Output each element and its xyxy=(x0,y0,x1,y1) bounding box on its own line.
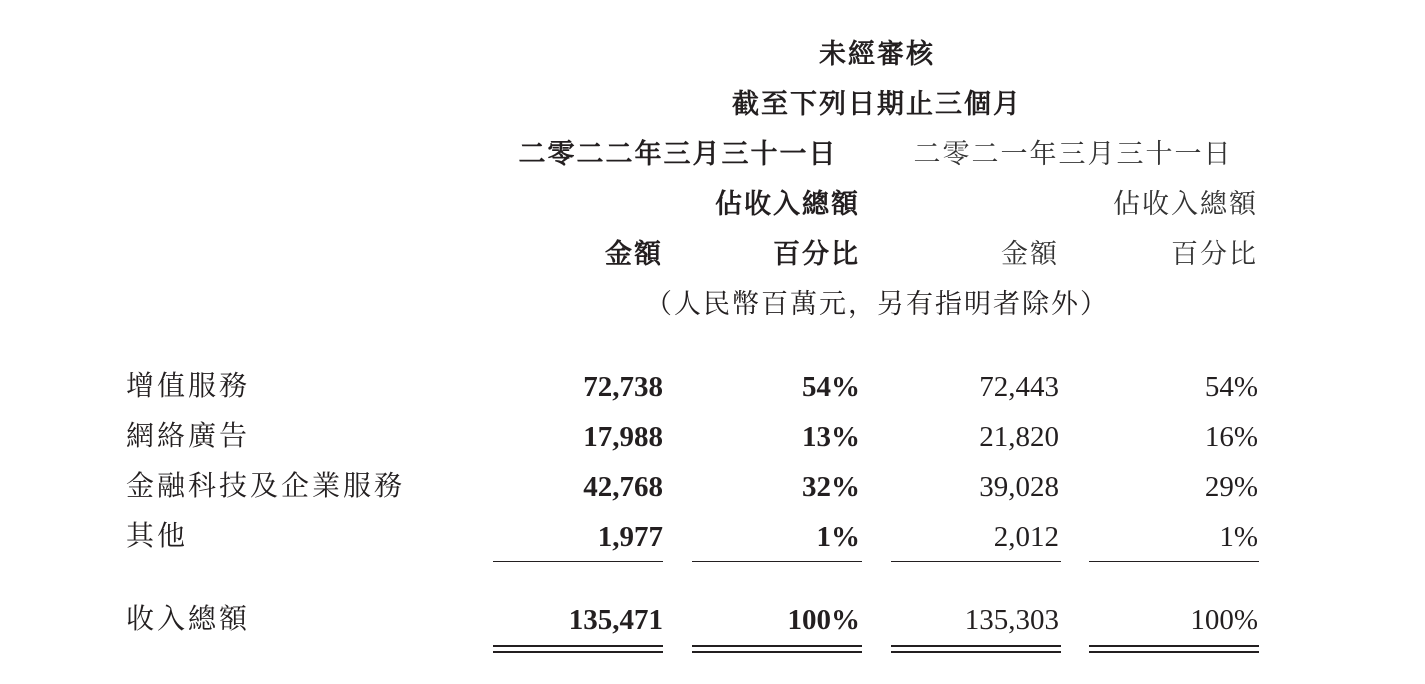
subtotal-rule xyxy=(692,561,862,562)
pct-2022-cell: 32% xyxy=(802,471,860,503)
row-label: 金融科技及企業服務 xyxy=(126,471,406,502)
amount-2021-cell: 39,028 xyxy=(979,471,1059,503)
unaudited-heading: 未經審核 xyxy=(819,39,935,70)
subtotal-rule xyxy=(891,561,1061,562)
percent-2022-heading: 百分比 xyxy=(773,239,860,270)
row-label: 增值服務 xyxy=(126,371,251,402)
pct-2021-cell: 16% xyxy=(1204,421,1258,453)
pct-2021-cell: 29% xyxy=(1204,471,1258,503)
total-amount-2021: 135,303 xyxy=(964,604,1059,636)
period-heading: 截至下列日期止三個月 xyxy=(732,89,1022,120)
amount-2022-cell: 72,738 xyxy=(583,371,663,403)
subtotal-rule xyxy=(1089,561,1259,562)
pct-2021-cell: 1% xyxy=(1219,521,1258,553)
total-double-rule xyxy=(1089,645,1259,653)
row-label: 其他 xyxy=(126,521,189,552)
date-2021-heading: 二零二一年三月三十一日 xyxy=(913,139,1233,170)
pct-2022-cell: 54% xyxy=(802,371,860,403)
pct-2021-cell: 54% xyxy=(1204,371,1258,403)
amount-2022-cell: 42,768 xyxy=(583,471,663,503)
total-double-rule xyxy=(692,645,862,653)
total-pct-2021: 100% xyxy=(1190,604,1258,636)
amount-2021-heading: 金額 xyxy=(1001,239,1059,270)
amount-2022-cell: 1,977 xyxy=(597,521,663,553)
amount-2021-cell: 72,443 xyxy=(979,371,1059,403)
subtotal-rule xyxy=(493,561,663,562)
total-amount-2022: 135,471 xyxy=(568,604,663,636)
total-double-rule xyxy=(493,645,663,653)
amount-2022-cell: 17,988 xyxy=(583,421,663,453)
amount-2021-cell: 21,820 xyxy=(979,421,1059,453)
pct-of-revenue-2021-heading: 佔收入總額 xyxy=(1113,189,1258,220)
pct-2022-cell: 13% xyxy=(802,421,860,453)
total-pct-2022: 100% xyxy=(787,604,860,636)
date-2022-heading: 二零二二年三月三十一日 xyxy=(518,139,838,170)
row-label: 網絡廣告 xyxy=(126,421,251,452)
total-double-rule xyxy=(891,645,1061,653)
pct-of-revenue-2022-heading: 佔收入總額 xyxy=(715,189,860,220)
amount-2021-cell: 2,012 xyxy=(993,521,1059,553)
pct-2022-cell: 1% xyxy=(816,521,860,553)
total-label: 收入總額 xyxy=(126,604,251,635)
percent-2021-heading: 百分比 xyxy=(1171,239,1258,270)
amount-2022-heading: 金額 xyxy=(605,239,663,270)
unit-note: （人民幣百萬元，另有指明者除外） xyxy=(645,289,1109,319)
